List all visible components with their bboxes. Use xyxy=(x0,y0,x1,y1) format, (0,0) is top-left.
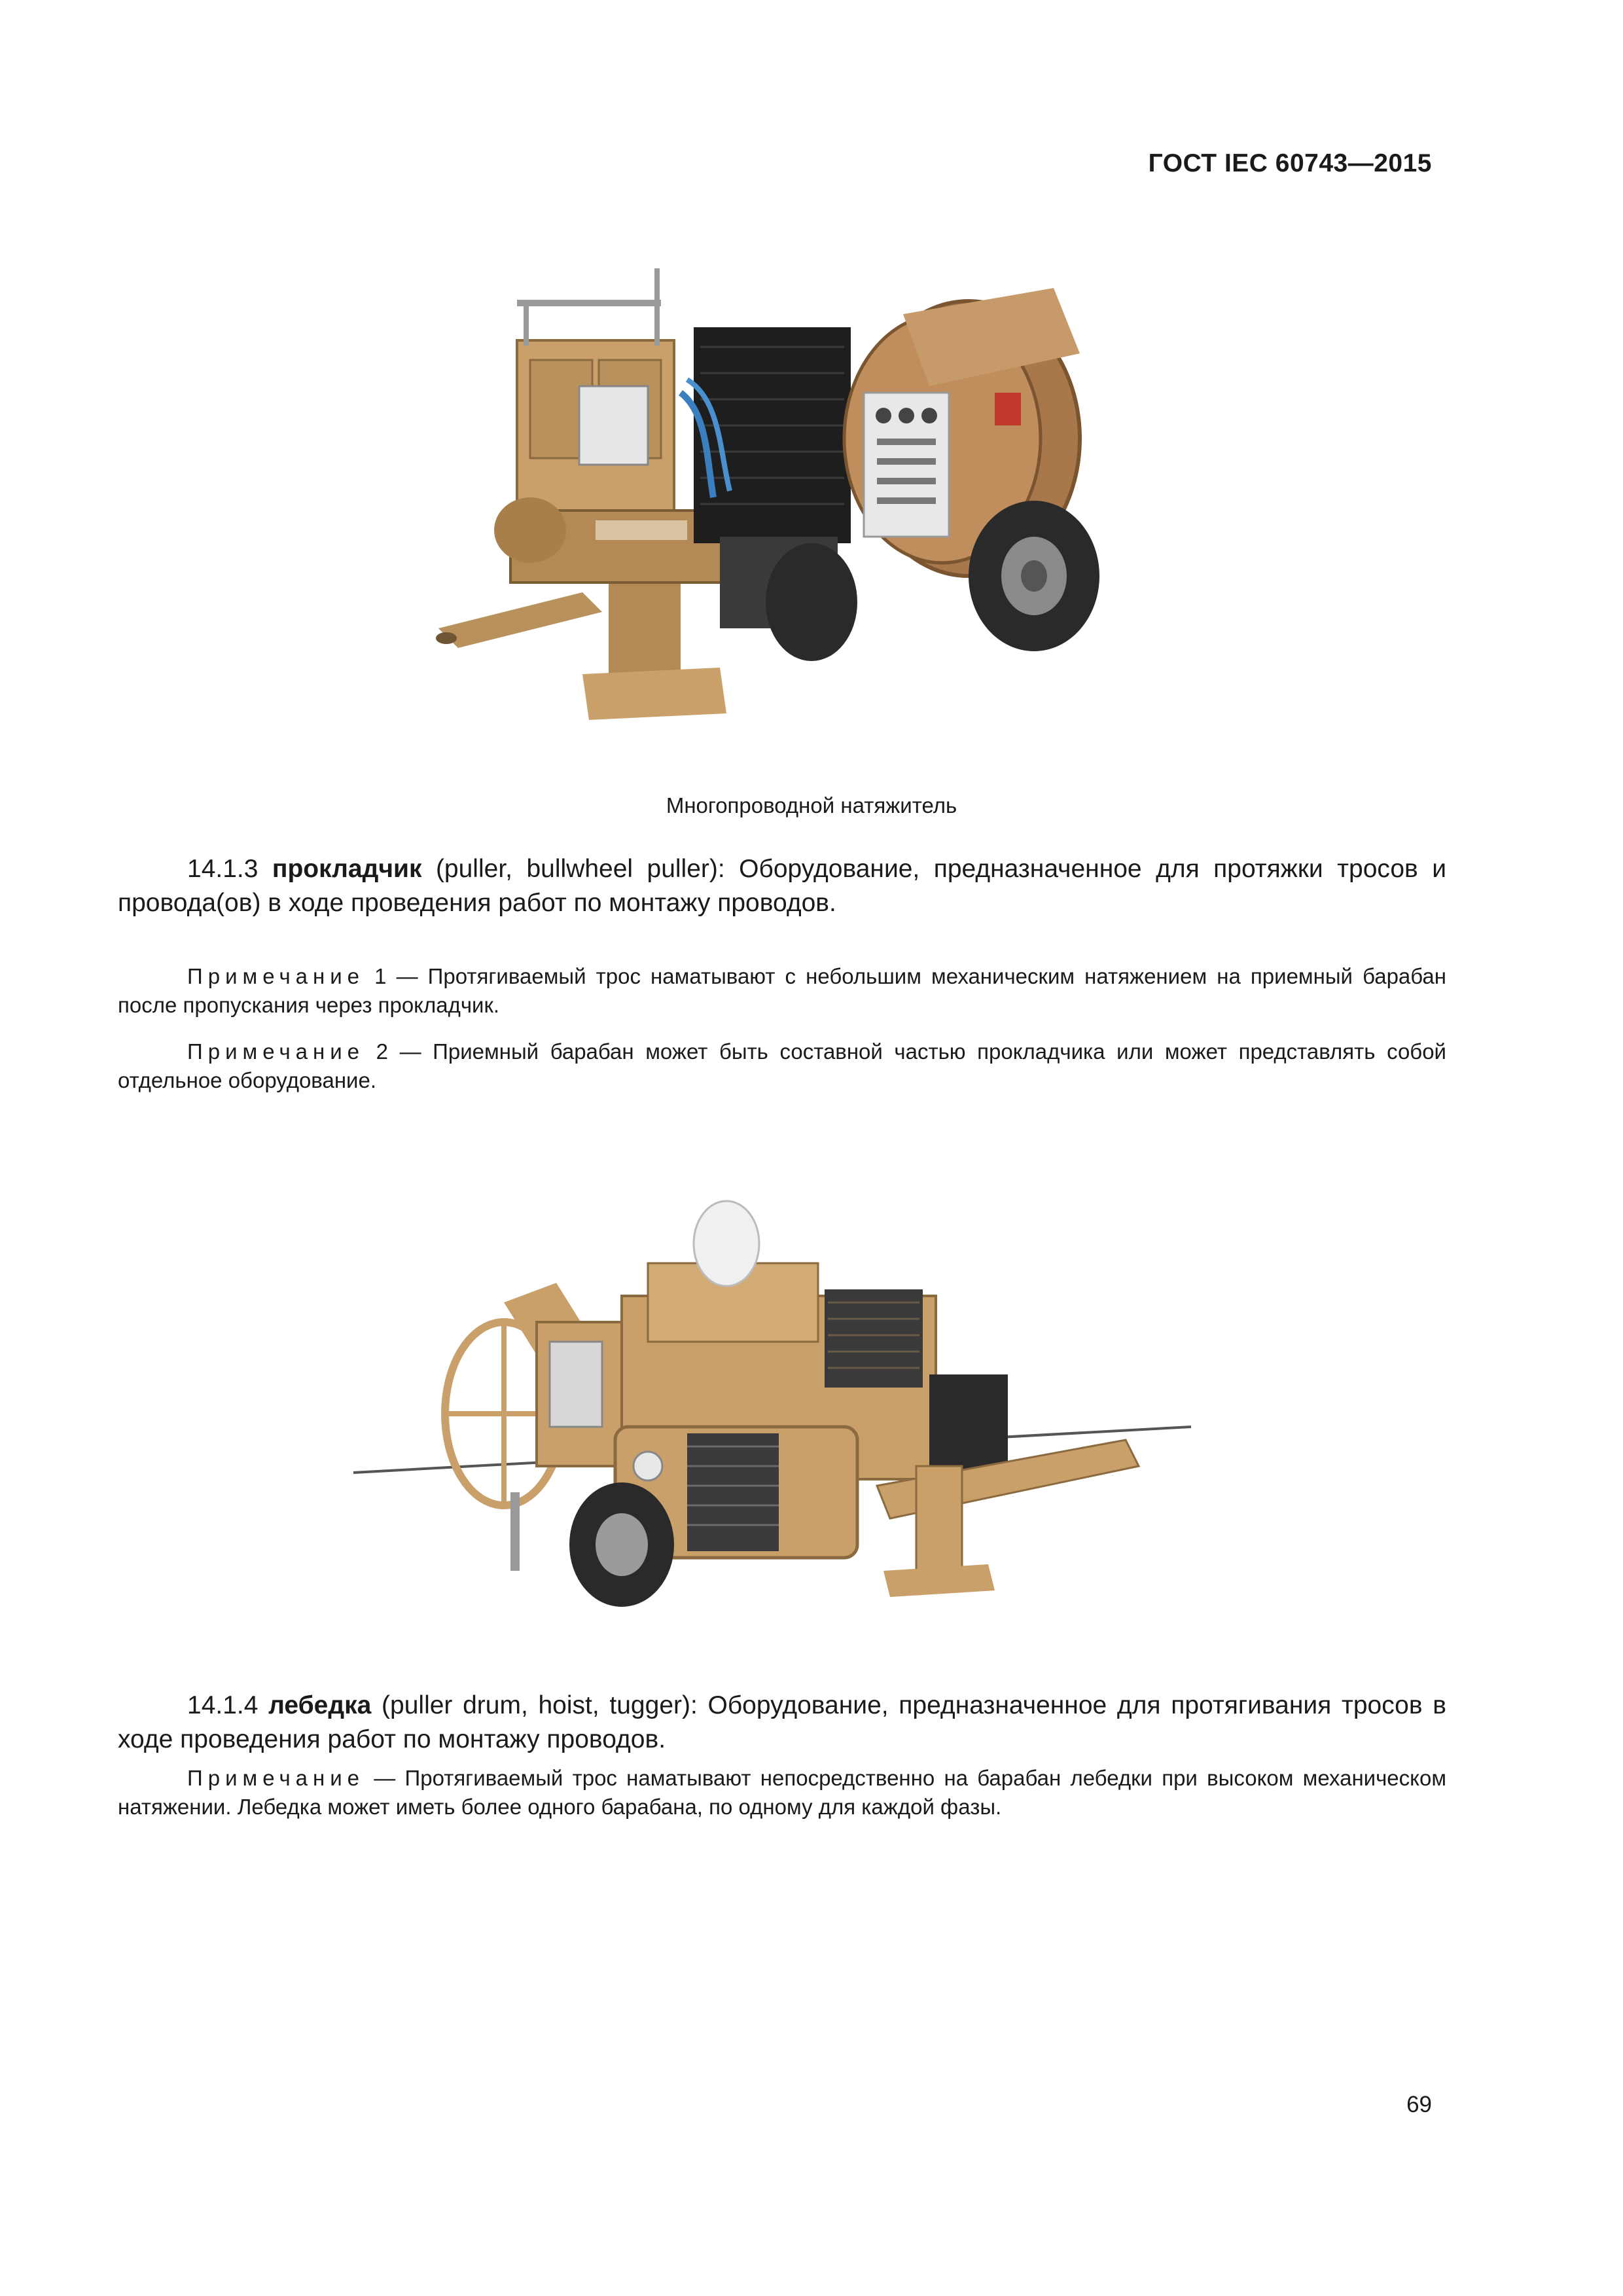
term: лебедка xyxy=(268,1691,372,1719)
note xyxy=(118,1764,1446,1821)
note-1 xyxy=(118,962,1446,1020)
note-label: Примечание xyxy=(187,1039,365,1064)
section-number: 14.1.3 xyxy=(187,855,259,883)
note-label: Примечание xyxy=(187,1766,365,1790)
definition-14-1-3 xyxy=(118,852,1446,920)
puller-drum-winch-photo xyxy=(340,1178,1204,1623)
term: прокладчик xyxy=(272,855,422,883)
note-label: Примечание xyxy=(187,964,365,988)
drawbar-shape xyxy=(438,592,602,648)
multi-conductor-tensioner-photo xyxy=(432,262,1126,733)
figure-caption: Многопроводной натяжитель xyxy=(666,793,957,817)
document-standard-header: ГОСТ IEC 60743—2015 xyxy=(1148,149,1432,177)
definition-14-1-4 xyxy=(118,1689,1446,1757)
definition-text: (puller drum, hoist, tugger): Оборудование, предназначенное для протягивания тросов в ходе проведения работ по монтажу проводов. xyxy=(118,1691,1446,1753)
note-text: — Протягиваемый трос наматывают непосредственно на барабан лебедки при высоком механическом натяжении. Лебедка может иметь более одного барабана, по одному для каждой фазы. xyxy=(118,1766,1447,1819)
note-text: 2 — Приемный барабан может быть составной частью прокладчика или может представлять собой отдельное оборудование. xyxy=(118,1039,1446,1092)
page-number: 69 xyxy=(1406,2092,1432,2117)
note-text: 1 — Протягиваемый трос наматывают с небольшим механическим натяжением на приемный барабан после пропускания через прокладчик. xyxy=(118,964,1447,1017)
note-2 xyxy=(118,1037,1446,1095)
definition-text: (puller, bullwheel puller): Оборудование, предназначенное для протяжки тросов и провода(ов) в ходе проведения работ по монтажу проводов. xyxy=(118,855,1446,917)
section-number: 14.1.4 xyxy=(187,1691,259,1719)
